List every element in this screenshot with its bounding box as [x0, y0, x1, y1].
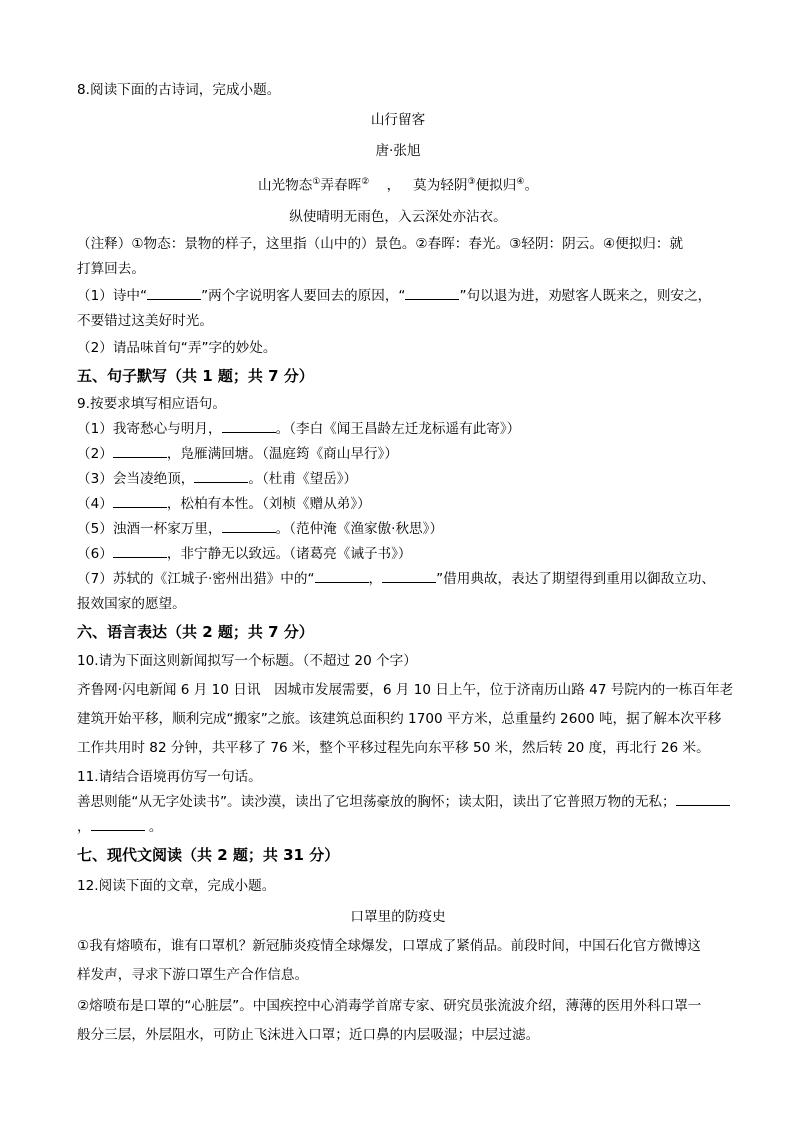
answer-blank[interactable]: [113, 445, 167, 458]
q12-intro: 12.阅读下面的文章，完成小题。: [77, 877, 276, 894]
poem-title: 山行留客: [370, 112, 426, 128]
q11-sentence: ，: [77, 818, 91, 835]
answer-blank[interactable]: [113, 545, 167, 558]
q9-list: [77, 417, 719, 567]
sub1-text: ”句以退为进，劝慰客人既来之，则安之，: [459, 287, 712, 304]
note-marker: ④: [516, 177, 525, 187]
poem-author: 唐·张旭: [375, 143, 421, 159]
answer-blank[interactable]: [676, 793, 730, 806]
note-line: 打算回去。: [77, 260, 145, 277]
q11-text-cont: [77, 815, 719, 840]
item-text: 。（杜甫《望岳》）: [248, 470, 358, 487]
q10-intro: 10.请为下面这则新闻拟写一个标题。（不超过 20 个字）: [77, 652, 417, 669]
q11-intro: 11.请结合语境再仿写一句话。: [77, 768, 262, 785]
item-text: （5）浊酒一杯家万里，: [77, 520, 222, 537]
news-line: 齐鲁网·闪电新闻 6 月 10 日讯 因城市发展需要，6 月 10 日上午，位于济南历山路 47 号院内的一栋百年老: [77, 681, 734, 698]
article-paragraph-1: [77, 932, 719, 990]
poem-text: ，: [386, 177, 401, 194]
answer-blank[interactable]: [382, 570, 436, 583]
q8-sub1-cont: 不要错过这美好时光。: [77, 312, 213, 329]
article-line: ①我有熔喷布，谁有口罩机？新冠肺炎疫情全球爆发，口罩成了紧俏品。前段时间，中国石化官方微博这: [77, 937, 701, 954]
answer-blank[interactable]: [147, 287, 201, 300]
q8-sub1: [77, 284, 719, 309]
poem-line-1: [77, 170, 719, 199]
section-heading: 六、语言表达（共 2 题；共 7 分）: [77, 622, 314, 641]
poem-text: 便拟归: [475, 177, 517, 194]
q9-item: [77, 517, 719, 542]
section-heading: 七、现代文阅读（共 2 题；共 31 分）: [77, 845, 340, 864]
item-text: ，: [368, 570, 383, 587]
item-text: （7）苏轼的《江城子·密州出猎》中的“: [77, 570, 315, 587]
item-text: ，松柏有本性。（刘桢《赠从弟》）: [166, 495, 371, 512]
article-line: 样发声，寻求下游口罩生产合作信息。: [77, 966, 309, 983]
answer-blank[interactable]: [222, 420, 276, 433]
news-line: 建筑开始平移，顺利完成“搬家”之旅。该建筑总面积约 1700 平方米，总重量约 2600 吨，据了解本次平移: [77, 710, 722, 727]
article-title: 口罩里的防疫史: [350, 908, 446, 925]
sub1-text: （1）诗中“: [77, 287, 148, 304]
item-text: 。（范仲淹《渔家傲·秋思》）: [275, 520, 444, 537]
article-line: ②熔喷布是口罩的“心脏层”。中国疾控中心消毒学首席专家、研究员张流波介绍，薄薄的医用外科口罩一: [77, 997, 702, 1014]
q11-text: [77, 790, 719, 815]
news-line: 工作共用时 82 分钟，共平移了 76 米，整个平移过程先向东平移 50 米，然后转 20 度，再北行 26 米。: [77, 739, 710, 756]
q9-item-7: [77, 567, 719, 592]
answer-blank[interactable]: [113, 495, 167, 508]
exam-page: [77, 78, 734, 1050]
item-text: ”借用典故，表达了期望得到重用以御敌立功、: [436, 570, 716, 587]
item-text: （4）: [77, 495, 113, 512]
q9-item: [77, 442, 719, 467]
q9-intro: 9.按要求填写相应语句。: [77, 395, 226, 412]
q9-item: [77, 417, 719, 442]
item-text: （1）我寄愁心与明月，: [77, 420, 222, 437]
article-paragraph-2: [77, 992, 719, 1050]
sub1-text: ”两个字说明客人要回去的原因，“: [201, 287, 406, 304]
q9-item-7-cont: 报效国家的愿望。: [77, 595, 186, 612]
item-text: 。（李白《闻王昌龄左迁龙标遥有此寄》）: [275, 420, 521, 437]
answer-blank[interactable]: [194, 470, 248, 483]
answer-blank[interactable]: [405, 287, 459, 300]
poem-text: 山光物态: [257, 177, 313, 194]
q9-item: [77, 492, 719, 517]
poem-line-2: 纵使晴明无雨色，入云深处亦沾衣。: [289, 208, 507, 225]
note-marker: ②: [361, 177, 370, 187]
answer-blank[interactable]: [315, 570, 369, 583]
q11-sentence: 善思则能“从无字处读书”。读沙漠，读出了它坦荡豪放的胸怀；读太阳，读出了它普照万物的无私；: [77, 793, 676, 810]
q9-item: [77, 542, 719, 567]
poem-text: 弄春晖: [320, 177, 362, 194]
note-line: （注释）①物态：景物的样子，这里指（山中的）景色。②春晖：春光。③轻阴：阴云。④便拟归：就: [77, 235, 684, 252]
section-heading: 五、句子默写（共 1 题；共 7 分）: [77, 366, 314, 385]
item-text: （3）会当凌绝顶，: [77, 470, 195, 487]
q8-sub2: （2）请品味首句“弄”字的妙处。: [77, 339, 277, 356]
q9-item: [77, 467, 719, 492]
article-line: 般分三层，外层阻水，可防止飞沫进入口罩；近口鼻的内层吸湿；中层过滤。: [77, 1026, 540, 1043]
news-text: [77, 676, 734, 763]
poem-text: 莫为轻阴: [413, 177, 468, 194]
poem-text: 。: [524, 177, 539, 194]
q11-sentence: 。: [148, 818, 163, 835]
answer-blank[interactable]: [91, 818, 145, 831]
item-text: （6）: [77, 545, 113, 562]
item-text: ，凫雁满回塘。（温庭筠《商山早行》）: [166, 445, 398, 462]
answer-blank[interactable]: [222, 520, 276, 533]
q8-intro: 8.阅读下面的古诗词，完成小题。: [77, 82, 281, 98]
note-marker: ①: [312, 177, 321, 187]
item-text: （2）: [77, 445, 113, 462]
item-text: ，非宁静无以致远。（诸葛亮《诫子书》）: [166, 545, 412, 562]
note-marker: ③: [467, 177, 476, 187]
